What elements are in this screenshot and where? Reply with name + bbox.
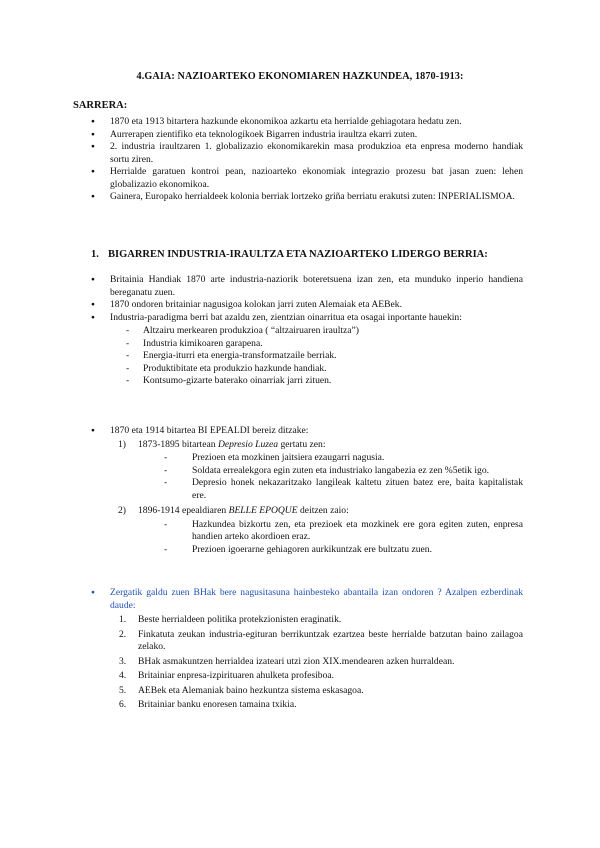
bullet-icon xyxy=(91,312,103,326)
list-item: - Industria kimikoaren garapena. xyxy=(126,337,263,349)
question-list xyxy=(91,587,523,712)
period-item: 2) 1896-1914 epealdiaren BELLE EPOQUE deitzen zaio: - Hazkundea bizkortu zen, eta prezioek eta mozkinek ere gora egiten zuten, enpresa handien arteko akordioen eraz. - Prezioen igoerarne gehiagoren aurkikuntzak ere bultzatu zuen. xyxy=(118,505,523,555)
section-number: 1. xyxy=(91,249,99,260)
bullet-icon xyxy=(91,587,103,601)
list-item: ● Gainera, Europako herrialdeek kolonia berriak lortzeko griña berriatu erakutsi zuten: INPERIALISMOA. xyxy=(91,191,523,204)
bullet-icon xyxy=(91,299,103,313)
list-item: ● 1870 eta 1913 bitartera hazkunde ekonomikoa azkartu eta herrialde gehiagotara hedatu zen. xyxy=(91,116,523,129)
list-item: ● Herrialde garatuen kontroi pean, nazioarteko ekonomiak integrazio prozesu bat jasan zuen: lehen globalizazio ekonomikoa. xyxy=(91,166,523,191)
list-item: 5. AEBek eta Alemaniak baino hezkuntza sistema eskasagoa. xyxy=(119,684,364,696)
bullet-icon xyxy=(91,129,103,143)
list-item: - Energia-iturri eta energia-transformatzaile berriak. xyxy=(126,350,337,361)
question-text: Zergatik galdu zuen BHak bere nagusitasuna hainbesteko abantaila izan ondoren ? Azalpen ezberdinak daude: xyxy=(110,587,523,611)
list-item: 6. Britainiar banku enoresen tamaina txikia. xyxy=(119,699,297,710)
periods-ordered-list xyxy=(110,439,523,557)
list-item: - Soldata errealekgora egin zuten eta industriako langabezia ez zen %5etik igo. xyxy=(164,464,490,476)
paradigm-list xyxy=(126,325,523,388)
list-item: ● Aurrerapen zientifiko eta teknologikoek Bigarren industria iraultza ekarri zuten. xyxy=(91,129,523,142)
bullet-icon xyxy=(91,116,103,130)
list-item: - Altzairu merkearen produkzioa ( “altzairuaren iraultza”) xyxy=(126,325,359,336)
sarrera-list xyxy=(91,116,523,204)
bullet-icon xyxy=(91,166,103,180)
list-item: ● Industria-paradigma berri bat azaldu zen, zientzian oinarritua eta osagai inportante hauekin: - Altzairu merkearen produkzioa ( “altzairuaren iraultza”) - Industria kimikoaren garapena. - Energia-iturri eta energia-transformatzaile berriak. - Produktibitate eta produkzio hazkunde handiak. - Kontsumo-gizarte baterako oinarriak jarri zituen. xyxy=(91,312,523,388)
list-item: ● 1870 eta 1914 bitartea BI EPEALDI bereiz ditzake: 1) 1873-1895 bitartean Depresio Luzea gertatu zen: - Prezioen eta mozkinen jaitsiera ezaugarri nagusia. - Soldata errealekgora egin zuten eta industriako langabezia ez zen %5etik igo. - Depresio honek nekazaritzako langileak kaltetu zituen batez ere, baita kapitalistak ere. 2) 1896-1914 epealdiaren BELLE EPOQUE deitzen zaio: - Hazkundea bizkortu zen, eta prezioek eta mozkinek ere gora egiten zuten, enpresa handien arteko akordioen eraz. - Prezioen igoerarne gehiagoren aurkikuntzak ere bultzatu zuen. xyxy=(91,425,523,556)
list-item: 1. Beste herrialdeen politika protekzionisten eraginatik. xyxy=(119,614,342,625)
list-item xyxy=(91,587,523,712)
list-item: - Depresio honek nekazaritzako langileak kaltetu zituen batez ere, baita kapitalistak ere. xyxy=(164,477,523,501)
period-name: BELLE EPOQUE xyxy=(228,505,298,516)
industry-list xyxy=(91,274,523,388)
periods-list xyxy=(91,425,523,556)
bullet-icon xyxy=(91,425,103,439)
period1-list xyxy=(164,452,523,502)
bullet-icon xyxy=(91,141,103,155)
bullet-icon xyxy=(91,191,103,205)
document-title: 4.GAIA: NAZIOARTEKO EKONOMIAREN HAZKUNDEA, 1870-1913: xyxy=(136,71,464,82)
list-item: - Prezioen igoerarne gehiagoren aurkikuntzak ere bultzatu zuen. xyxy=(164,543,432,555)
list-item: 2. Finkatuta zeukan industria-egituran berrikuntzak ezartzea beste herrialde batzutan baino zailagoa zelako. xyxy=(119,628,523,652)
sarrera-heading: SARRERA: xyxy=(73,100,128,111)
list-item: - Hazkundea bizkortu zen, eta prezioek eta mozkinek ere gora egiten zuten, enpresa handien arteko akordioen eraz. xyxy=(164,518,523,542)
period-name: Depresio Luzea xyxy=(217,438,279,450)
bullet-icon xyxy=(91,274,103,288)
list-item: ● 1870 ondoren britainiar nagusigoa kolokan jarri zuten Alemaiak eta AEBek. xyxy=(91,299,523,312)
reasons-list xyxy=(110,614,523,712)
list-item: - Produktibitate eta produkzio hazkunde handiak. xyxy=(126,362,327,374)
list-item: - Kontsumo-gizarte baterako oinarriak jarri zituen. xyxy=(126,375,332,386)
list-item: - Prezioen eta mozkinen jaitsiera ezaugarri nagusia. xyxy=(164,452,385,463)
list-item: ● 2. industria iraultzaren 1. globalizazio ekonomikarekin masa produkzioa eta enpresa moderno handiak sortu ziren. xyxy=(91,141,523,166)
list-item: ● Britainia Handiak 1870 arte industria-naziorik boteretsuena izan zen, eta munduko inperio handiena bereganatu zuen. xyxy=(91,274,523,299)
period2-list xyxy=(164,519,523,557)
period-item: 1) 1873-1895 bitartean Depresio Luzea gertatu zen: - Prezioen eta mozkinen jaitsiera ezaugarri nagusia. - Soldata errealekgora egin zuten eta industriako langabezia ez zen %5etik igo. - Depresio honek nekazaritzako langileak kaltetu zituen batez ere, baita kapitalistak ere. xyxy=(118,438,523,501)
section-title: BIGARREN INDUSTRIA-IRAULTZA ETA NAZIOARTEKO LIDERGO BERRIA: xyxy=(108,249,488,260)
list-item: 3. BHak asmakuntzen herrialdea izateari utzi zion XIX.mendearen azken hurraldean. xyxy=(119,655,455,667)
list-item: 4. Britainiar enpresa-izpirituaren ahulketa profesiboa. xyxy=(119,670,335,681)
section-heading xyxy=(91,249,488,260)
